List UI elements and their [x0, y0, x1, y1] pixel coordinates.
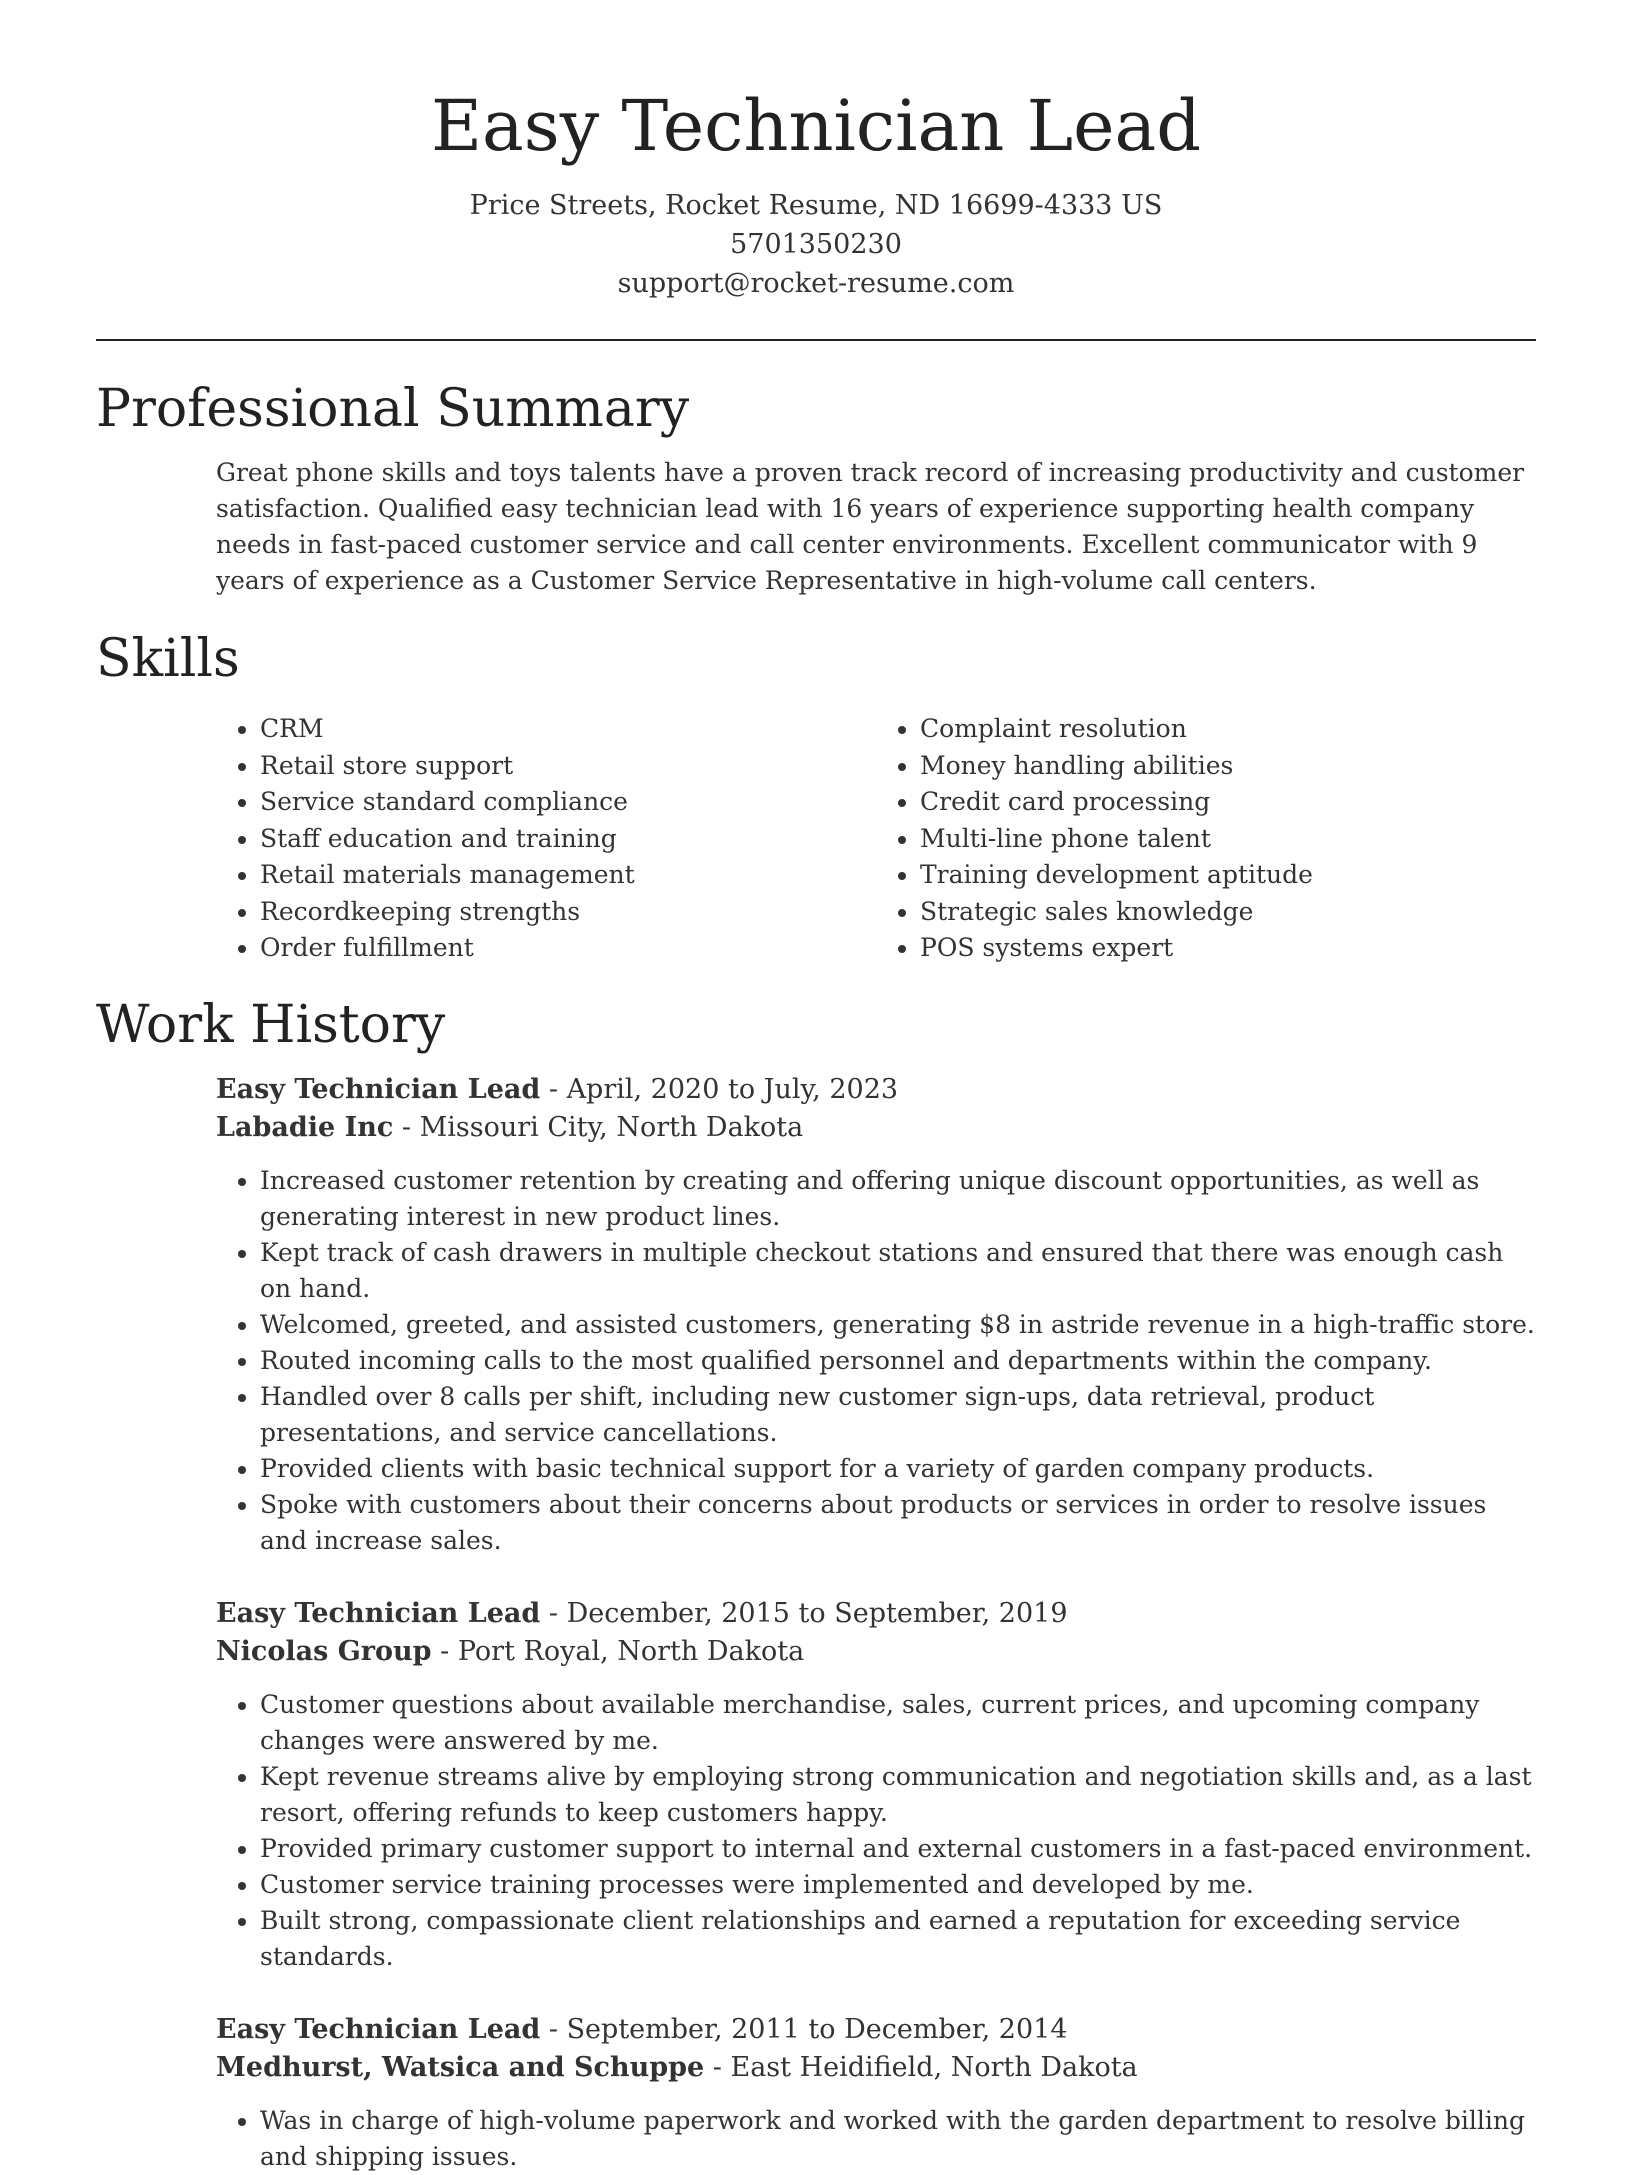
- job-entry: [216, 1595, 1536, 1975]
- skill-item: • Order fulfillment: [260, 930, 876, 967]
- job-bullet: • Kept revenue streams alive by employing strong communication and negotiation skills and, as a last resort, offering refunds to keep customers happy.: [260, 1759, 1536, 1831]
- job-bullet: • Increased customer retention by creating and offering unique discount opportunities, as well as generating interest in new product lines.: [260, 1163, 1536, 1235]
- job-title: Easy Technician Lead: [216, 2013, 541, 2045]
- job-entry: [216, 2011, 1536, 2175]
- skill-item: • Credit card processing: [920, 784, 1536, 821]
- separator: -: [540, 1073, 567, 1105]
- separator: -: [431, 1635, 458, 1667]
- job-bullet: • Was in charge of high-volume paperwork and worked with the garden department to resolve billing and shipping issues.: [260, 2103, 1536, 2175]
- job-title-line: [216, 1595, 1536, 1633]
- summary-heading: Professional Summary: [96, 379, 690, 439]
- skills-column-left: [216, 711, 876, 967]
- skills-heading: Skills: [96, 629, 240, 689]
- work-history-section: [96, 993, 1536, 2175]
- skill-item: • Money handling abilities: [920, 748, 1536, 785]
- summary-text: Great phone skills and toys talents have a proven track record of increasing productivity and customer satisfaction. Qualified easy technician lead with 16 years of experience supporting health company needs in fast-paced customer service and call center environments. Excellent communicator with 9 years of experience as a Customer Service Representative in high-volume call centers.: [216, 458, 1525, 595]
- job-company-line: [216, 1109, 1536, 1147]
- candidate-name: Easy Technician Lead: [430, 85, 1202, 167]
- job-bullet: • Customer service training processes were implemented and developed by me.: [260, 1867, 1536, 1903]
- job-company: Labadie Inc: [216, 1111, 394, 1143]
- job-dates: December, 2015 to September, 2019: [566, 1597, 1068, 1629]
- skills-column-right: [876, 711, 1536, 967]
- job-bullet-list: [216, 2103, 1536, 2175]
- summary-section: [96, 377, 1536, 599]
- skill-item: • Staff education and training: [260, 821, 876, 858]
- resume-page: [96, 0, 1536, 2175]
- job-location: Missouri City, North Dakota: [419, 1111, 804, 1143]
- job-bullet: • Routed incoming calls to the most qualified personnel and departments within the company.: [260, 1343, 1536, 1379]
- skill-item: • POS systems expert: [920, 930, 1536, 967]
- job-company-line: [216, 2049, 1536, 2087]
- skill-item: • Service standard compliance: [260, 784, 876, 821]
- job-location: Port Royal, North Dakota: [457, 1635, 805, 1667]
- job-company: Nicolas Group: [216, 1635, 432, 1667]
- phone-line: 5701350230: [730, 229, 902, 260]
- job-bullet: • Provided clients with basic technical support for a variety of garden company products.: [260, 1451, 1536, 1487]
- skill-item: • Retail store support: [260, 748, 876, 785]
- header-divider: [96, 339, 1536, 341]
- job-bullet: • Provided primary customer support to internal and external customers in a fast-paced environment.: [260, 1831, 1536, 1867]
- job-title-line: [216, 2011, 1536, 2049]
- job-location: East Heidifield, North Dakota: [730, 2051, 1138, 2083]
- skill-item: • Complaint resolution: [920, 711, 1536, 748]
- job-bullet-list: [216, 1163, 1536, 1559]
- skill-item: • Strategic sales knowledge: [920, 894, 1536, 931]
- skill-item: • Training development aptitude: [920, 857, 1536, 894]
- address-line: Price Streets, Rocket Resume, ND 16699-4333 US: [469, 190, 1163, 221]
- email-line: support@rocket-resume.com: [617, 268, 1015, 299]
- job-title: Easy Technician Lead: [216, 1073, 541, 1105]
- work-history-heading: Work History: [96, 994, 446, 1055]
- skill-item: • Recordkeeping strengths: [260, 894, 876, 931]
- separator: -: [540, 2013, 567, 2045]
- job-company: Medhurst, Watsica and Schuppe: [216, 2051, 705, 2083]
- job-bullet: • Kept track of cash drawers in multiple checkout stations and ensured that there was enough cash on hand.: [260, 1235, 1536, 1307]
- skill-item: • CRM: [260, 711, 876, 748]
- job-bullet: • Welcomed, greeted, and assisted customers, generating $8 in astride revenue in a high-traffic store.: [260, 1307, 1536, 1343]
- skill-item: • Retail materials management: [260, 857, 876, 894]
- job-bullet: • Handled over 8 calls per shift, including new customer sign-ups, data retrieval, product presentations, and service cancellations.: [260, 1379, 1536, 1451]
- job-bullet: • Built strong, compassionate client relationships and earned a reputation for exceeding service standards.: [260, 1903, 1536, 1975]
- job-bullet: • Spoke with customers about their concerns about products or services in order to resolve issues and increase sales.: [260, 1487, 1536, 1559]
- job-entry: [216, 1071, 1536, 1559]
- separator: -: [704, 2051, 731, 2083]
- separator: -: [540, 1597, 567, 1629]
- skill-item: • Multi-line phone talent: [920, 821, 1536, 858]
- job-dates: April, 2020 to July, 2023: [566, 1073, 899, 1105]
- resume-header: [96, 0, 1536, 303]
- job-dates: September, 2011 to December, 2014: [566, 2013, 1068, 2045]
- job-bullet: • Customer questions about available merchandise, sales, current prices, and upcoming company changes were answered by me.: [260, 1687, 1536, 1759]
- job-title-line: [216, 1071, 1536, 1109]
- job-company-line: [216, 1633, 1536, 1671]
- skills-section: [96, 627, 1536, 967]
- job-bullet-list: [216, 1687, 1536, 1975]
- job-title: Easy Technician Lead: [216, 1597, 541, 1629]
- skills-grid: [216, 711, 1536, 967]
- separator: -: [393, 1111, 420, 1143]
